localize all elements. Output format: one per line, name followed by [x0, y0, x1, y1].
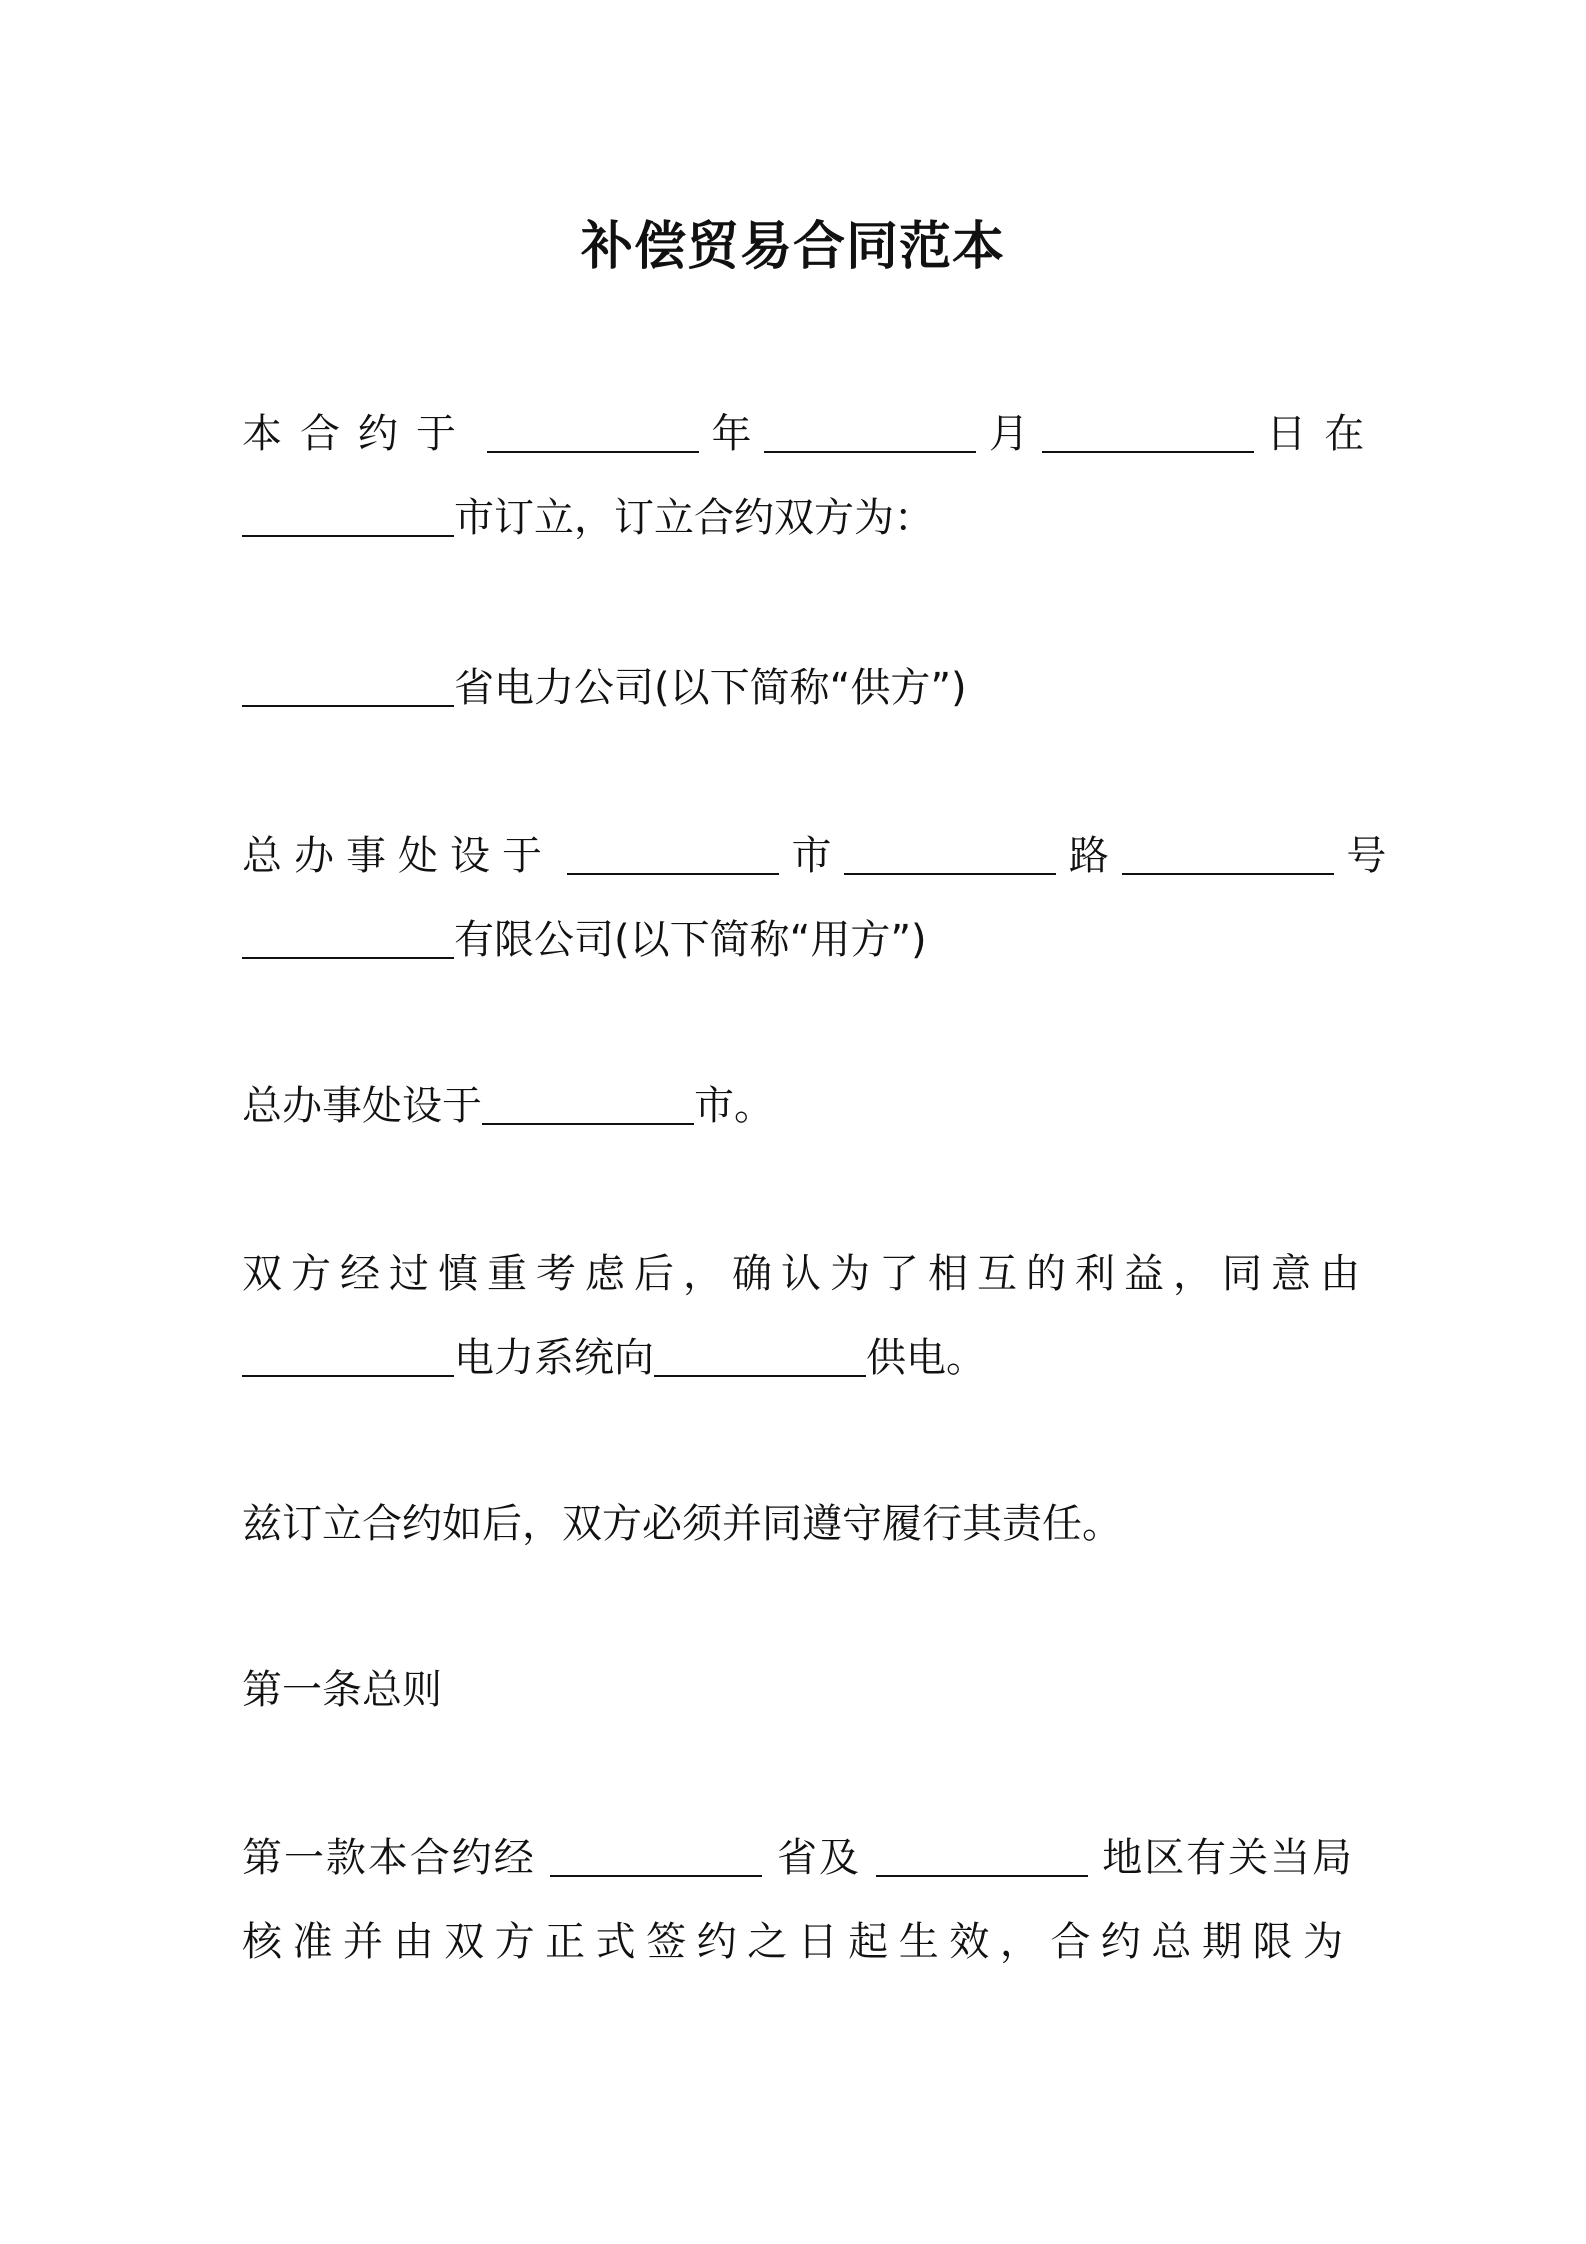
company-blank[interactable] — [242, 917, 454, 959]
text-segment: 电力系统向 — [454, 1335, 654, 1381]
user-address-line — [242, 1078, 1352, 1134]
number-blank[interactable] — [1122, 833, 1334, 875]
text-segment: 总办事处设于 — [242, 833, 554, 879]
province-blank[interactable] — [242, 665, 454, 707]
clause-one-line-2 — [242, 1914, 1352, 1970]
text-segment: 市订立，订立合约双方为： — [454, 495, 934, 541]
city-blank[interactable] — [242, 495, 454, 537]
text-segment: 第一条总则 — [242, 1667, 442, 1713]
year-blank[interactable] — [487, 411, 699, 453]
supplier-address-line — [242, 828, 1387, 884]
road-blank[interactable] — [844, 833, 1056, 875]
article-one-heading — [242, 1662, 1352, 1718]
text-segment: 日在 — [1266, 411, 1383, 457]
text-segment: 省电力公司(以下简称“供方”) — [454, 665, 967, 711]
power-system-blank[interactable] — [242, 1335, 454, 1377]
power-supply-line — [242, 1330, 1352, 1386]
text-segment: 双方经过慎重考虑后，确认为了相互的利益，同意由 — [242, 1251, 1369, 1297]
supplier-line — [242, 660, 1352, 716]
user-line — [242, 912, 1352, 968]
obligation-line — [242, 1496, 1352, 1552]
day-blank[interactable] — [1042, 411, 1254, 453]
text-segment: 有限公司(以下简称“用方”) — [454, 917, 927, 963]
text-segment: 本合约于 — [242, 411, 474, 457]
text-segment: 市。 — [694, 1083, 774, 1129]
text-segment: 第一款本合约经 — [242, 1835, 536, 1881]
address-city-blank[interactable] — [567, 833, 779, 875]
text-segment: 年 — [711, 411, 752, 457]
text-segment: 供电。 — [866, 1335, 986, 1381]
text-segment: 兹订立合约如后，双方必须并同遵守履行其责任。 — [242, 1501, 1122, 1547]
agreement-line — [242, 1246, 1369, 1302]
approval-province-blank[interactable] — [550, 1835, 762, 1877]
text-segment: 路 — [1068, 833, 1109, 879]
text-segment: 省及 — [777, 1835, 861, 1881]
text-segment: 核准并由双方正式签约之日起生效，合约总期限为 — [242, 1919, 1352, 1965]
contract-date-line — [242, 406, 1383, 462]
user-city-blank[interactable] — [482, 1083, 694, 1125]
text-segment: 地区有关当局 — [1102, 1835, 1353, 1881]
text-segment: 月 — [988, 411, 1029, 457]
recipient-blank[interactable] — [654, 1335, 866, 1377]
approval-region-blank[interactable] — [876, 1835, 1088, 1877]
text-segment: 号 — [1346, 833, 1387, 879]
contract-city-line — [242, 490, 1352, 546]
text-segment: 总办事处设于 — [242, 1083, 482, 1129]
month-blank[interactable] — [764, 411, 976, 453]
text-segment: 市 — [791, 833, 832, 879]
clause-one-line-1 — [242, 1830, 1352, 1886]
document-title: 补偿贸易合同范本 — [580, 217, 1005, 277]
